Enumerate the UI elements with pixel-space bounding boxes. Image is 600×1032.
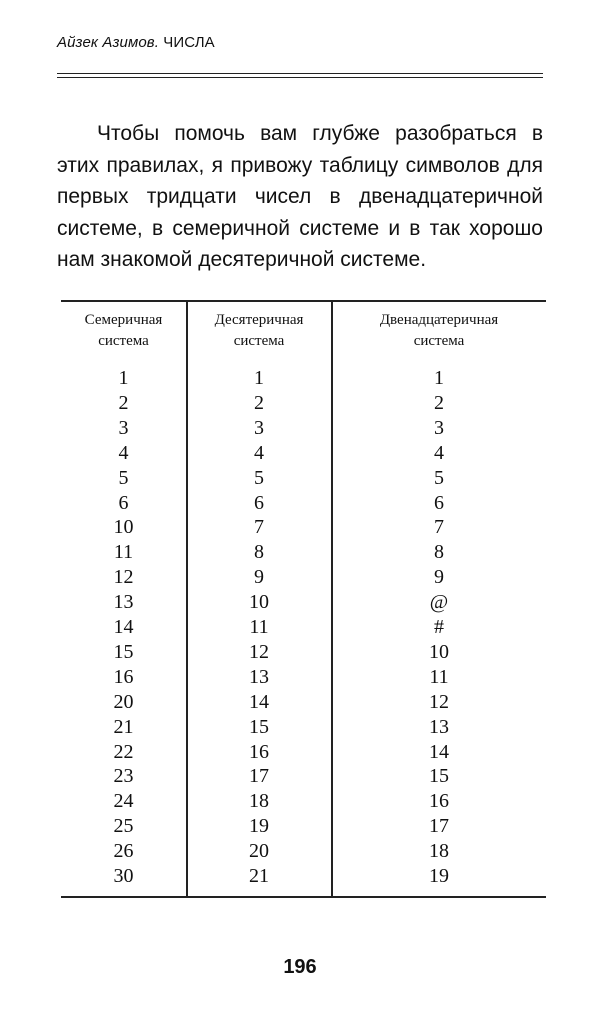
- table-cell: 2: [254, 391, 264, 414]
- table-cell: 15: [249, 715, 269, 738]
- column-header: [332, 310, 546, 352]
- table-cell: 5: [254, 466, 264, 489]
- table-cell: 19: [249, 815, 269, 838]
- table-cell: 16: [249, 740, 269, 763]
- table-cell: 12: [249, 640, 269, 663]
- number-systems-table: [61, 300, 546, 897]
- column-header-line: Десятеричная: [214, 312, 304, 328]
- table-cell: 9: [434, 566, 444, 589]
- table-cell: 10: [113, 516, 134, 539]
- column-header: [187, 310, 331, 352]
- header-rule-bottom: [57, 77, 543, 78]
- table-cell: 24: [113, 790, 134, 813]
- column-header-line: Двенадцатеричная: [379, 312, 499, 328]
- running-head-title: ЧИСЛА: [163, 34, 215, 51]
- body-paragraph: Чтобы помочь вам глубже разобраться в этих правилах, я привожу таблицу символов для первых тридцати чисел в двенадцатеричной системе, в семеричной системе и в так хорошо нам знакомой десятеричной системе.: [57, 122, 543, 271]
- running-head-author: Айзек Азимов.: [57, 34, 159, 51]
- table-cell: 11: [429, 665, 449, 688]
- table-cell: 2: [118, 391, 129, 414]
- column-header-line: система: [98, 333, 149, 349]
- table-column-duodecimal: [332, 300, 546, 897]
- table-cell: 2: [434, 391, 444, 414]
- table-cell: 13: [113, 591, 134, 614]
- table-cell: 1: [434, 367, 444, 389]
- table-cell: 26: [113, 840, 134, 863]
- table-cell: 3: [118, 416, 129, 439]
- table-cell: #: [434, 616, 444, 638]
- table-cell: 12: [429, 690, 449, 713]
- column-header-line: система: [413, 333, 465, 349]
- table-cell: 30: [113, 865, 134, 887]
- column-header-line: Семеричная: [84, 312, 163, 328]
- page-number: 196: [283, 956, 317, 978]
- table-column-septenary: [61, 300, 186, 897]
- table-cell: 9: [254, 566, 264, 589]
- table-cell: 15: [113, 640, 134, 663]
- table-cell: 12: [113, 566, 134, 589]
- table-cell: 19: [429, 865, 449, 887]
- table-cell: 10: [429, 640, 449, 663]
- table-cell: 18: [249, 790, 269, 813]
- table-cell: 20: [113, 690, 134, 713]
- table-cell: 6: [254, 491, 264, 514]
- table-cell: 13: [429, 715, 449, 738]
- table-cell: 16: [113, 665, 134, 688]
- table-cell: 23: [113, 765, 134, 788]
- table-cell: 21: [249, 865, 269, 887]
- table-cell: 4: [434, 441, 444, 464]
- column-header: [61, 310, 186, 352]
- table-cell: 21: [113, 715, 134, 738]
- table-cell: 10: [249, 591, 269, 614]
- table-cell: 14: [113, 616, 134, 638]
- running-head: [57, 34, 215, 51]
- table-cell: 4: [118, 441, 129, 464]
- table-cell: 6: [434, 491, 444, 514]
- table-cell: 15: [429, 765, 449, 788]
- table-cell: 13: [249, 665, 269, 688]
- table-cell: 17: [429, 815, 449, 838]
- table-cell: 17: [249, 765, 269, 788]
- table-cell: 7: [434, 516, 444, 539]
- table-cell: 5: [434, 466, 444, 489]
- table-cell: 18: [429, 840, 449, 863]
- table-cell: 4: [254, 441, 264, 464]
- table-cell: 7: [254, 516, 264, 539]
- table-column-decimal: [187, 300, 331, 897]
- table-cell: 20: [249, 840, 269, 863]
- table-cell: 3: [434, 416, 444, 439]
- table-cell: 8: [254, 541, 264, 564]
- table-cell: 25: [113, 815, 134, 838]
- table-cell: 11: [113, 541, 134, 564]
- table-cell: 14: [249, 690, 269, 713]
- table-cell: @: [429, 591, 449, 614]
- table-cell: 1: [118, 367, 129, 389]
- column-header-line: система: [233, 333, 285, 349]
- table-cell: 22: [113, 740, 134, 763]
- table-cell: 16: [429, 790, 449, 813]
- table-cell: 8: [434, 541, 444, 564]
- table-cell: 11: [249, 616, 269, 638]
- header-rule-top: [57, 73, 543, 74]
- table-cell: 14: [429, 740, 449, 763]
- table-cell: 1: [254, 367, 264, 389]
- table-cell: 3: [254, 416, 264, 439]
- table-cell: 5: [118, 466, 129, 489]
- table-cell: 6: [118, 491, 129, 514]
